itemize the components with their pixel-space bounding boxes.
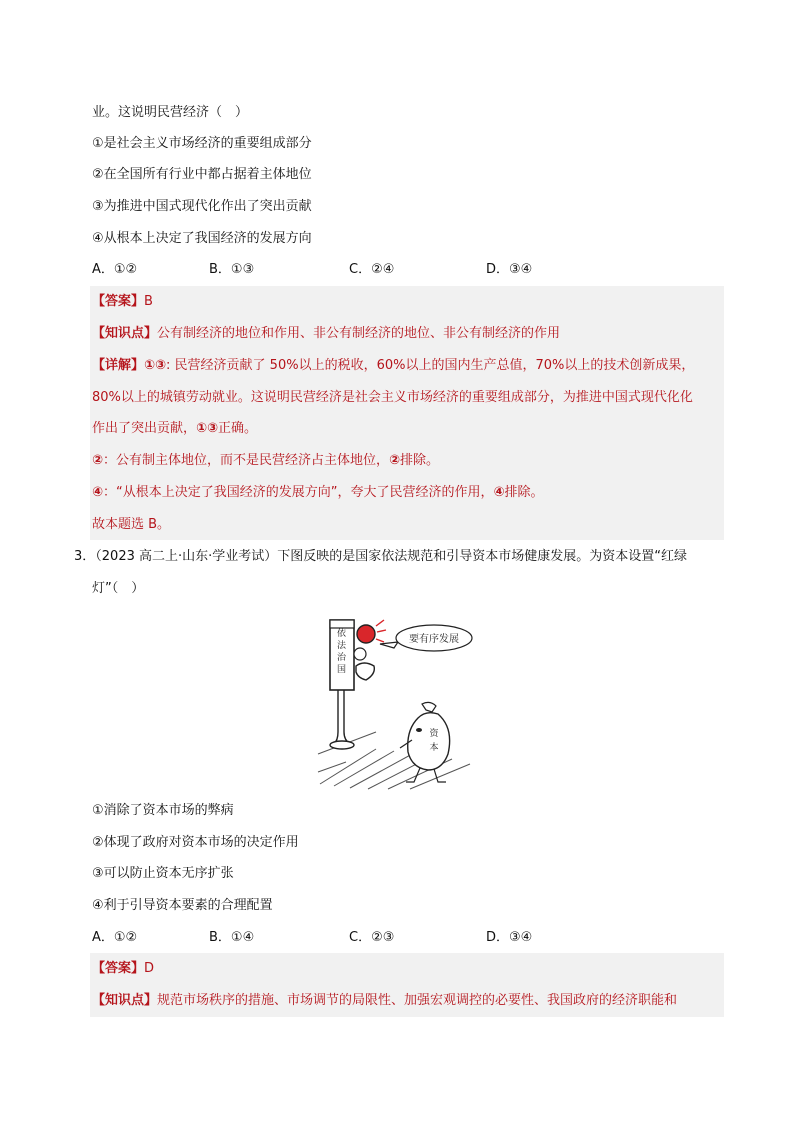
capital-bag-character	[400, 702, 450, 782]
speech-bubble	[380, 625, 472, 651]
q2-option-c: C．②④	[349, 262, 395, 277]
answer-value: D	[144, 961, 155, 976]
traffic-light-pole	[330, 686, 354, 749]
q2-item-3: ③为推进中国式现代化作出了突出贡献	[92, 199, 312, 214]
detail-mark-3: ①③	[196, 421, 219, 436]
detail-text-5d: 排除。	[504, 485, 544, 500]
traffic-light-cartoon	[316, 614, 476, 790]
bag-char-2: 本	[429, 743, 439, 753]
q3-item-4: ④利于引导资本要素的合理配置	[92, 898, 273, 913]
q2-answer	[92, 292, 153, 312]
traffic-light-box	[330, 620, 386, 690]
light-rays	[376, 620, 386, 642]
detail-text-5b: ：“从根本上决定了我国经济的发展方向”，夸大了民营经济的作用，	[103, 485, 494, 500]
q2-detail-line-1	[92, 356, 694, 376]
detail-mark-4c: ②	[389, 453, 401, 468]
q3-source: （2023 高二上·山东·学业考试）	[95, 549, 278, 564]
detail-text-4b: ：公有制主体地位，而不是民营经济占主体地位，	[103, 453, 390, 468]
knowledge-text: 公有制经济的地位和作用、非公有制经济的地位、非公有制经济的作用	[157, 326, 561, 341]
bag-char-1: 资	[429, 729, 439, 739]
q2-option-a: A．①②	[92, 262, 138, 277]
q2-option-d: D．③④	[486, 262, 533, 277]
detail-text-4d: 排除。	[400, 453, 440, 468]
q3-item-1: ①消除了资本市场的弊病	[92, 803, 234, 818]
detail-text-3c: 正确。	[218, 421, 258, 436]
detail-mark-5a: ④	[92, 485, 104, 500]
knowledge-tag: 【知识点】	[92, 993, 158, 1008]
knowledge-text: 规范市场秩序的措施、市场调节的局限性、加强宏观调控的必要性、我国政府的经济职能和	[157, 993, 678, 1008]
detail-mark-5c: ④	[493, 485, 505, 500]
detail-text-1: : 民营经济贡献了 50%以上的税收，60%以上的国内生产总值，70%以上的技术创新成果，	[166, 358, 695, 373]
knowledge-tag: 【知识点】	[92, 326, 158, 341]
q3-stem-text: 下图反映的是国家依法规范和引导资本市场健康发展。为资本设置“红绿	[277, 549, 688, 564]
q3-stem-line-2: 灯”（ ）	[92, 581, 145, 596]
stop-hand	[356, 663, 374, 680]
speech-text: 要有序发展	[409, 634, 459, 645]
q3-knowledge	[92, 991, 677, 1011]
q3-answer	[92, 959, 154, 979]
q2-item-4: ④从根本上决定了我国经济的发展方向	[92, 231, 312, 246]
q3-item-3: ③可以防止资本无序扩张	[92, 866, 234, 881]
signal-char-2: 法	[337, 641, 347, 651]
detail-mark-4a: ②	[92, 453, 104, 468]
q3-stem-line-1	[74, 547, 687, 567]
answer-tag: 【答案】	[92, 294, 145, 309]
q3-option-a: A．①②	[92, 930, 138, 945]
q2-detail-line-3	[92, 419, 257, 439]
detail-lead: ①③	[144, 358, 167, 373]
q3-item-2: ②体现了政府对资本市场的决定作用	[92, 835, 299, 850]
q2-detail-line-2: 80%以上的城镇劳动就业。这说明民营经济是社会主义市场经济的重要组成部分，为推进中国式现代化化	[92, 390, 693, 405]
signal-char-3: 治	[337, 653, 347, 663]
answer-value: B	[144, 294, 153, 309]
red-light	[357, 625, 375, 643]
q2-item-1: ①是社会主义市场经济的重要组成部分	[92, 136, 312, 151]
q3-option-b: B．①④	[209, 930, 255, 945]
q2-detail-line-5	[92, 483, 544, 503]
q2-item-2: ②在全国所有行业中都占据着主体地位	[92, 167, 312, 182]
q2-knowledge	[92, 324, 560, 344]
q2-option-b: B．①③	[209, 262, 255, 277]
q3-option-c: C．②③	[349, 930, 395, 945]
signal-char-4: 国	[337, 665, 347, 675]
q2-conclusion: 故本题选 B。	[92, 517, 171, 532]
q3-number: 3．	[74, 549, 96, 564]
detail-tag: 【详解】	[92, 358, 145, 373]
detail-text-3a: 作出了突出贡献，	[92, 421, 197, 436]
answer-tag: 【答案】	[92, 961, 145, 976]
q2-detail-line-4	[92, 451, 439, 471]
signal-char-1: 依	[337, 629, 347, 639]
q2-stem-tail: 业。这说明民营经济（ ）	[92, 105, 249, 120]
q3-option-d: D．③④	[486, 930, 533, 945]
